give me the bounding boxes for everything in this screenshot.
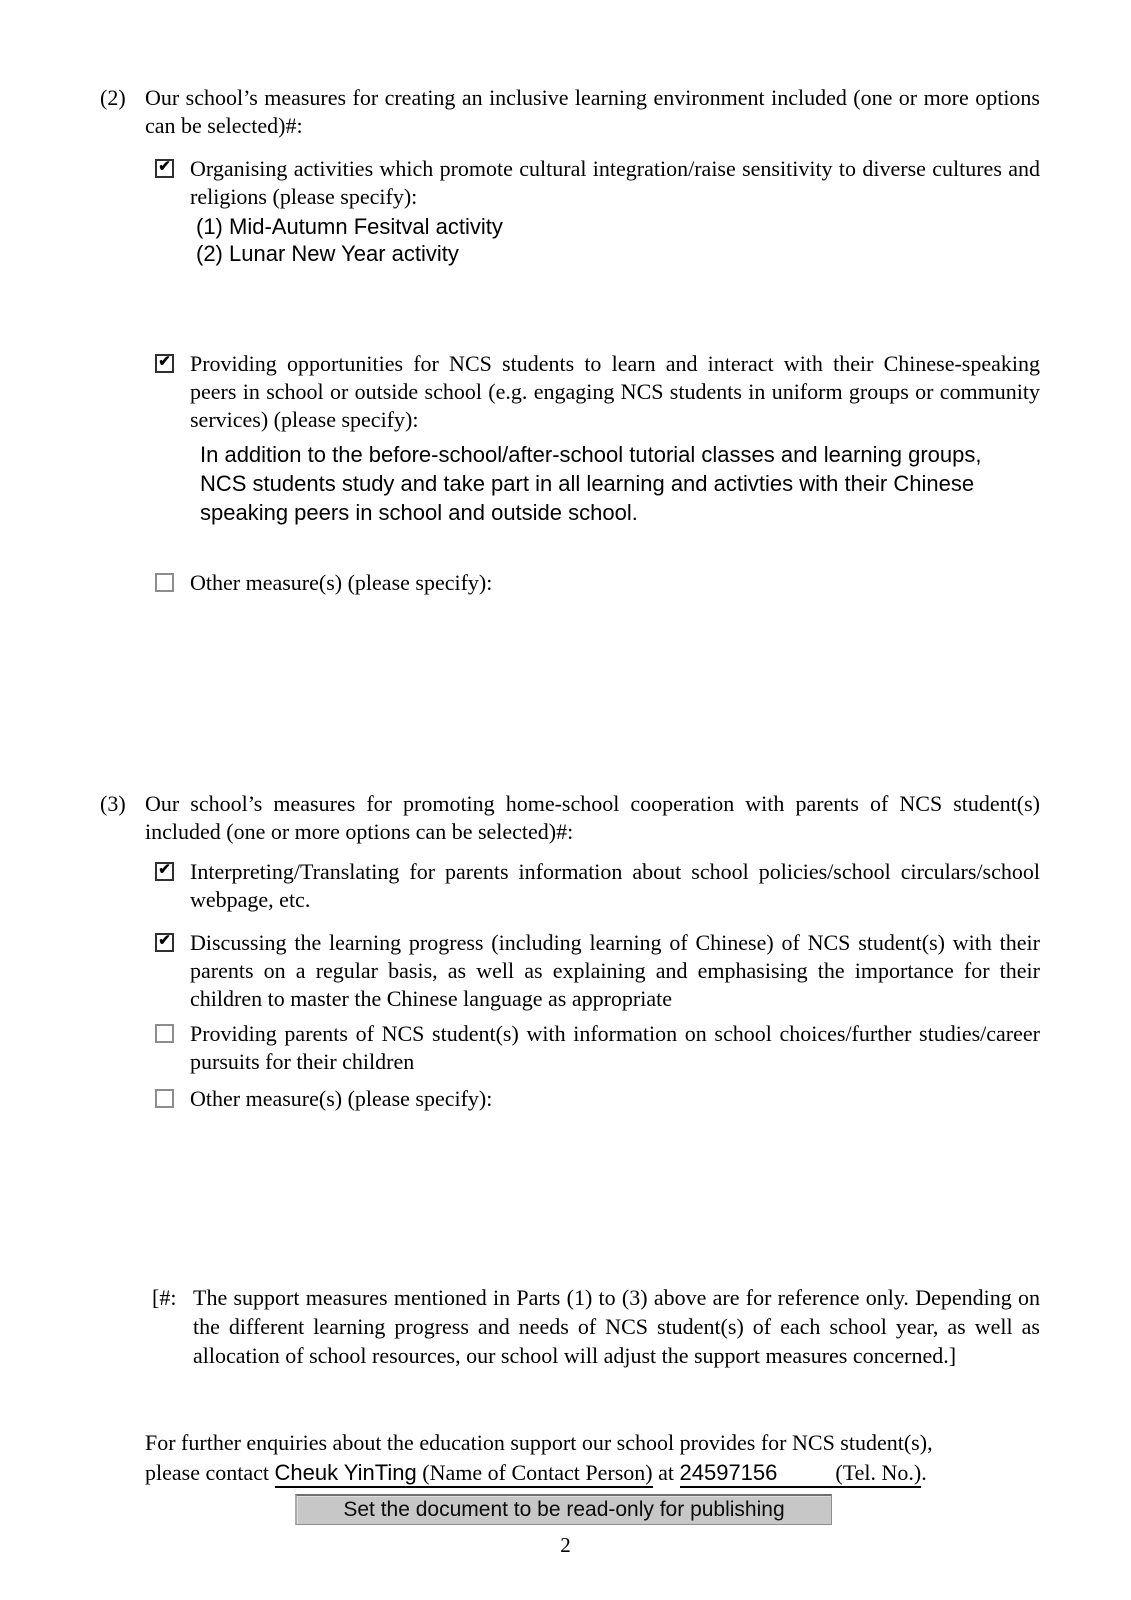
- option-label: Providing parents of NCS student(s) with information on school choices/further studies/career pursuits for their children: [190, 1021, 1040, 1074]
- section-2-intro: [100, 84, 1040, 140]
- check-icon: ✔: [158, 159, 171, 175]
- check-icon: ✔: [158, 354, 171, 370]
- contact-tel-label: (Tel. No.): [835, 1460, 922, 1485]
- option-label: Other measure(s) (please specify):: [190, 1086, 493, 1111]
- option-label: Discussing the learning progress (including learning of Chinese) of NCS student(s) with their parents on a regular basis, as well as explaining and emphasising the importance for their children to master the Chinese language as appropriate: [190, 930, 1040, 1011]
- option-label: Providing opportunities for NCS students to learn and interact with their Chinese-speaking peers in school or outside school (e.g. engaging NCS students in uniform groups or community services) (please specify):: [190, 351, 1040, 432]
- answer-line[interactable]: (2) Lunar New Year activity: [196, 241, 459, 266]
- set-read-only-button-label: Set the document to be read-only for publishing: [343, 1498, 785, 1521]
- footnote-marker: [#:: [152, 1285, 177, 1310]
- contact-name-label: (Name of Contact Person): [416, 1460, 653, 1485]
- section-3-number: (3): [100, 791, 126, 816]
- contact-at-word: at: [652, 1460, 680, 1485]
- option-label: Interpreting/Translating for parents information about school policies/school circulars/school webpage, etc.: [190, 859, 1040, 912]
- footnote-text: The support measures mentioned in Parts (1) to (3) above are for reference only. Depending on the different learning progress and needs of NCS student(s) of each school year, as well as allocation of school resources, our school will adjust the support measures concerned.]: [193, 1285, 1040, 1368]
- option-label: Organising activities which promote cultural integration/raise sensitivity to diverse cultures and religions (please specify):: [190, 156, 1040, 209]
- section-2-intro-text: Our school’s measures for creating an inclusive learning environment included (one or more options can be selected)#:: [145, 85, 1040, 138]
- option-other-measures-s3: [155, 1085, 1040, 1113]
- checkbox-interpreting[interactable]: [155, 862, 174, 881]
- checkbox-peer-interaction[interactable]: [155, 354, 174, 373]
- contact-name-field[interactable]: [275, 1460, 653, 1488]
- section-2-number: (2): [100, 85, 126, 110]
- option-school-choices: [155, 1020, 1040, 1076]
- page-number: 2: [560, 1533, 571, 1557]
- contact-tel-field[interactable]: [680, 1460, 922, 1488]
- contact-prefix: please contact: [145, 1460, 269, 1485]
- section-3-intro-text: Our school’s measures for promoting home-school cooperation with parents of NCS student(s) included (one or more options can be selected)#:: [145, 791, 1040, 844]
- answer-line[interactable]: speaking peers in school and outside school.: [200, 500, 638, 525]
- answer-line[interactable]: In addition to the before-school/after-school tutorial classes and learning groups,: [200, 442, 982, 467]
- option-interpreting: [155, 858, 1040, 914]
- contact-paragraph: [145, 1428, 1105, 1488]
- answer-line[interactable]: NCS students study and take part in all learning and activties with their Chinese: [200, 471, 975, 496]
- contact-tel-value[interactable]: 24597156: [679, 1460, 778, 1485]
- checkbox-school-choices[interactable]: [155, 1024, 174, 1043]
- option-cultural-activities: [155, 155, 1040, 267]
- option-other-measures-s2: [155, 569, 1040, 597]
- checkbox-cultural-activities[interactable]: [155, 159, 174, 178]
- checkbox-other-measures-s2[interactable]: [155, 573, 174, 592]
- footnote: [152, 1283, 1040, 1370]
- check-icon: ✔: [158, 862, 171, 878]
- contact-line-1: For further enquiries about the education support our school provides for NCS student(s),: [145, 1430, 933, 1455]
- answer-line[interactable]: (1) Mid-Autumn Fesitval activity: [196, 214, 503, 239]
- option-label: Other measure(s) (please specify):: [190, 570, 493, 595]
- set-read-only-button[interactable]: [295, 1494, 832, 1525]
- check-icon: ✔: [158, 933, 171, 949]
- contact-line-2: [145, 1458, 1105, 1488]
- contact-period: .: [921, 1460, 927, 1485]
- checkbox-other-measures-s3[interactable]: [155, 1089, 174, 1108]
- option-peer-interaction: [155, 350, 1040, 527]
- section-3-intro: [100, 790, 1040, 846]
- contact-name-value[interactable]: Cheuk YinTing: [274, 1460, 417, 1485]
- option-learning-progress: [155, 929, 1040, 1013]
- checkbox-learning-progress[interactable]: [155, 933, 174, 952]
